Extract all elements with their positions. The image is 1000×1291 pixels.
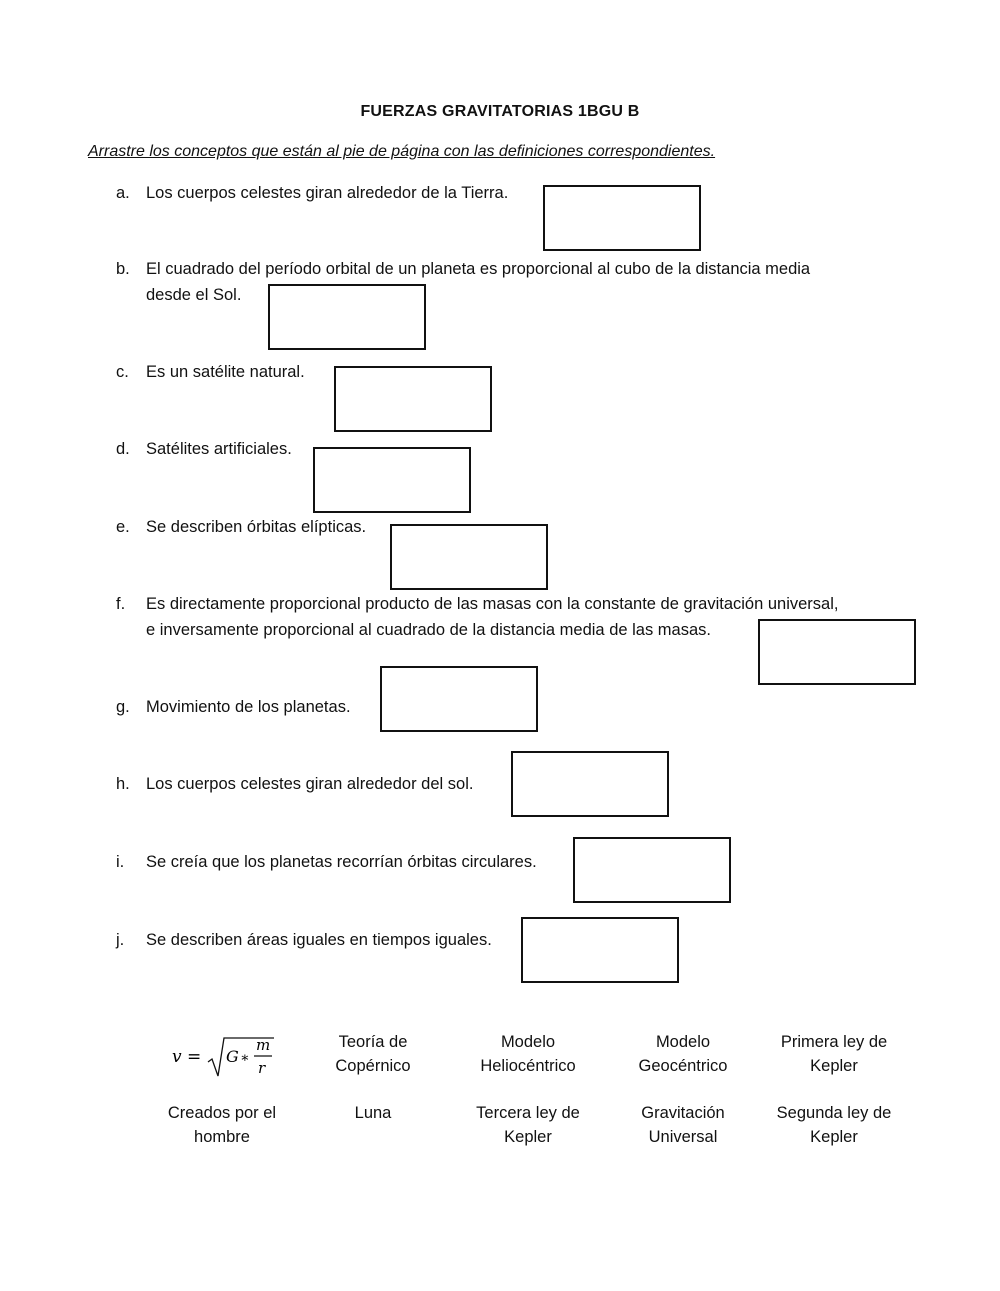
question-text: Es directamente proporcional producto de las masas con la constante de gravitación universal, [146,595,839,613]
concept-modelo-heliocentrico[interactable] [458,1030,598,1078]
concept-modelo-geocentrico[interactable] [613,1030,753,1078]
concept-line: Primera ley de [780,1033,888,1051]
question-text: El cuadrado del período orbital de un planeta es proporcional al cubo de la distancia media [146,260,811,278]
concept-gravitacion-universal[interactable] [613,1101,753,1149]
concept-line: Universal [648,1128,718,1146]
question-letter: g. [116,698,130,716]
question-letter: d. [116,440,130,458]
formula-equals: = [187,1047,202,1067]
concept-line: Luna [354,1104,392,1122]
drop-box-h[interactable] [511,751,669,817]
concept-line: Kepler [810,1057,858,1075]
drop-box-j[interactable] [521,917,679,983]
page-title: FUERZAS GRAVITATORIAS 1BGU B [360,103,640,120]
question-text-line-2: e inversamente proporcional al cuadrado de la distancia media de las masas. [146,621,711,639]
concept-primera-ley-kepler[interactable] [764,1030,904,1078]
formula-g: G [226,1047,239,1066]
concept-line: Modelo [655,1033,711,1051]
drop-box-e[interactable] [390,524,548,590]
question-letter: j. [116,931,125,949]
question-letter: f. [116,595,126,613]
concept-line: hombre [194,1128,250,1146]
question-text: Se describen áreas iguales en tiempos iguales. [146,931,492,949]
concept-creados-por-el-hombre[interactable] [152,1101,292,1149]
question-letter: c. [116,363,129,381]
concept-line: Segunda ley de [776,1104,892,1122]
concept-line: Geocéntrico [638,1057,728,1075]
formula-concept[interactable] [172,1032,282,1082]
question-letter: b. [116,260,130,278]
question-text: Se describen órbitas elípticas. [146,518,367,536]
drop-box-i[interactable] [573,837,731,903]
concept-teoria-copernico[interactable] [303,1030,443,1078]
concept-line: Teoría de [338,1033,408,1051]
question-letter: a. [116,184,130,202]
drop-box-d[interactable] [313,447,471,513]
instructions: Arrastre los conceptos que están al pie de página con las definiciones correspondientes. [88,143,716,160]
concept-line: Tercera ley de [476,1104,580,1122]
concept-line: Modelo [500,1033,556,1051]
concept-line: Heliocéntrico [480,1057,576,1075]
question-text: Satélites artificiales. [146,440,292,458]
formula-denominator: r [258,1059,266,1077]
drop-box-a[interactable] [543,185,701,251]
question-text-line-2: desde el Sol. [146,286,242,304]
concept-tercera-ley-kepler[interactable] [458,1101,598,1149]
concept-segunda-ley-kepler[interactable] [764,1101,904,1149]
concept-line: Kepler [810,1128,858,1146]
question-letter: e. [116,518,130,536]
drop-box-g[interactable] [380,666,538,732]
question-text: Los cuerpos celestes giran alrededor del sol. [146,775,474,793]
drop-box-b[interactable] [268,284,426,350]
concept-line: Kepler [504,1128,552,1146]
concept-luna[interactable] [303,1101,443,1125]
question-letter: h. [116,775,130,793]
formula-numerator: m [256,1036,271,1054]
formula-star: ∗ [240,1050,250,1066]
question-letter: i. [116,853,125,871]
question-text: Los cuerpos celestes giran alrededor de la Tierra. [146,184,509,202]
formula-lhs: v [172,1047,182,1067]
concept-line: Creados por el [167,1104,277,1122]
concept-line: Gravitación [641,1104,725,1122]
drop-box-c[interactable] [334,366,492,432]
question-text: Se creía que los planetas recorrían órbitas circulares. [146,853,537,871]
question-text: Es un satélite natural. [146,363,305,381]
question-text: Movimiento de los planetas. [146,698,351,716]
drop-box-f[interactable] [758,619,916,685]
concept-line: Copérnico [335,1057,411,1075]
